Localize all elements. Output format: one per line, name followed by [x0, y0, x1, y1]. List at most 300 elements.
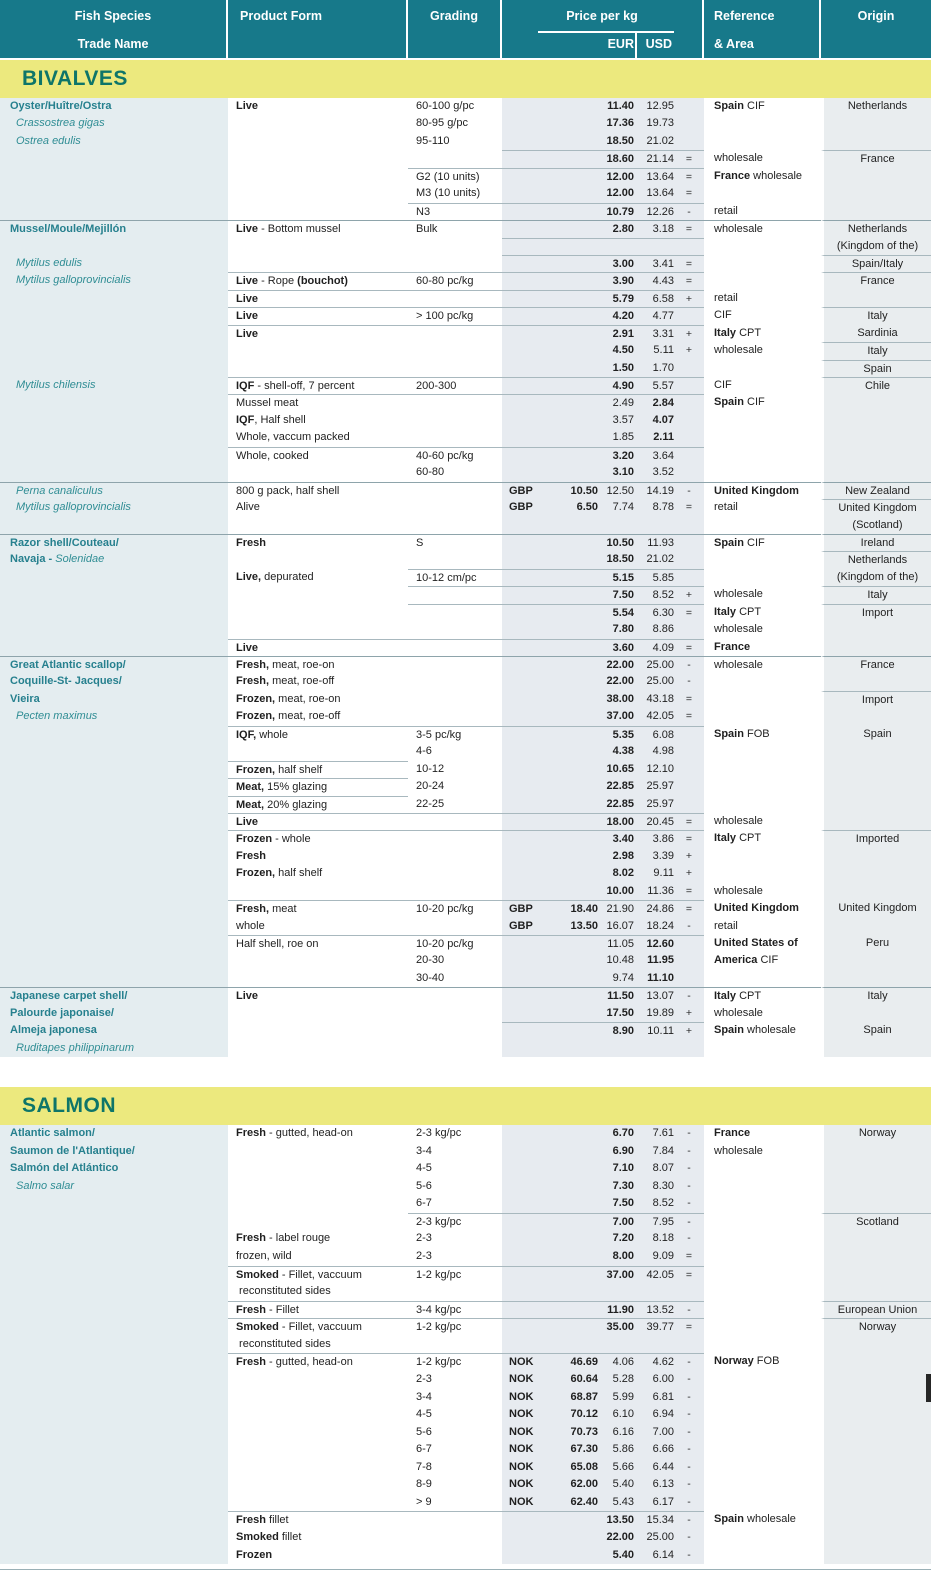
grading-cell: 5-6 — [408, 1178, 502, 1196]
product-form-cell — [228, 272, 408, 289]
eur-value: 9.74 — [612, 971, 634, 984]
product-form-cell — [228, 604, 408, 621]
table-row — [0, 813, 931, 830]
reference-cell — [704, 604, 821, 621]
currency-value — [542, 256, 598, 272]
currency-value — [542, 326, 598, 342]
species-name: Salmo salar — [16, 1179, 75, 1192]
table-row — [0, 1230, 931, 1248]
grading-cell — [408, 482, 502, 499]
price-cell — [502, 1195, 704, 1213]
currency-code — [502, 1302, 542, 1319]
origin-cell — [821, 778, 931, 795]
currency-value — [542, 848, 598, 865]
trend-indicator: - — [687, 1531, 691, 1543]
trend-indicator — [674, 936, 704, 952]
origin-cell — [821, 464, 931, 481]
price-cell — [502, 708, 704, 725]
grading-cell — [408, 813, 502, 830]
text-segment: Italy — [714, 605, 737, 618]
currency-value — [542, 378, 598, 394]
text-segment: Frozen — [236, 833, 273, 846]
product-form-cell — [228, 1040, 408, 1057]
species-cell — [0, 1230, 228, 1248]
usd-value: 18.24 — [646, 919, 674, 932]
origin-cell — [821, 1178, 931, 1196]
table-header — [0, 0, 931, 60]
usd-value: 6.13 — [652, 1478, 674, 1491]
usd-value: 8.30 — [652, 1179, 674, 1192]
eur-value: 3.60 — [612, 641, 634, 654]
price-cell — [502, 604, 704, 621]
currency-value — [542, 115, 598, 132]
reference-cell — [704, 203, 821, 220]
origin-cell — [821, 1371, 931, 1389]
origin-cell — [821, 1511, 931, 1529]
reference-cell — [704, 796, 821, 813]
currency-code: NOK — [509, 1390, 534, 1403]
price-cell — [502, 1318, 704, 1336]
origin-cell: Italy — [821, 342, 931, 359]
usd-value: 6.00 — [652, 1372, 674, 1385]
origin-cell — [821, 848, 931, 865]
reference-cell — [704, 918, 821, 935]
trend-indicator: = — [685, 606, 693, 619]
eur-value: 4.38 — [612, 745, 634, 758]
currency-code — [502, 517, 542, 534]
text-segment: Fresh, — [236, 675, 270, 688]
grading-cell: 2-3 — [408, 1371, 502, 1389]
header-reference — [704, 0, 821, 58]
currency-value — [542, 1302, 598, 1319]
origin-cell — [821, 1283, 931, 1301]
usd-value: 6.58 — [652, 292, 674, 305]
text-segment: wholesale — [714, 1144, 763, 1157]
eur-value: 18.50 — [606, 553, 634, 566]
text-segment: Frozen, — [236, 692, 276, 705]
table-row — [0, 1143, 931, 1161]
currency-code — [502, 1319, 542, 1336]
currency-value — [542, 708, 598, 725]
origin-cell: European Union — [821, 1301, 931, 1319]
species-name: Crassostrea gigas — [16, 117, 105, 130]
text-segment: United States of — [714, 937, 798, 949]
species-cell — [0, 604, 228, 621]
eur-value: 17.36 — [606, 117, 634, 130]
reference-cell — [704, 325, 821, 342]
price-cell — [502, 1040, 704, 1057]
table-row — [0, 1301, 931, 1319]
grading-cell — [408, 1005, 502, 1022]
price-cell — [502, 499, 704, 516]
trend-indicator: - — [687, 1478, 691, 1491]
text-segment: Alive — [236, 501, 260, 514]
price-cell — [502, 1353, 704, 1371]
product-form-cell — [228, 1353, 408, 1371]
product-form-cell — [228, 1336, 408, 1354]
product-form-cell — [228, 1022, 408, 1039]
eur-value: 5.79 — [612, 292, 634, 305]
reference-cell — [704, 952, 821, 969]
reference-cell — [704, 900, 821, 917]
currency-value — [542, 535, 598, 551]
trend-indicator: = — [685, 1321, 693, 1334]
eur-value: 8.02 — [612, 867, 634, 880]
table-row — [0, 272, 931, 289]
species-cell — [0, 987, 228, 1004]
eur-value: 10.65 — [606, 762, 634, 775]
grading-cell — [408, 621, 502, 638]
currency-code — [502, 1230, 542, 1248]
species-cell — [0, 1353, 228, 1371]
text-segment: America — [714, 954, 758, 967]
text-segment: Smoked — [236, 1268, 279, 1281]
text-segment: IQF — [236, 413, 255, 426]
reference-cell — [704, 1494, 821, 1512]
product-form-cell — [228, 1195, 408, 1213]
reference-cell — [704, 1160, 821, 1178]
table-row — [0, 499, 931, 516]
table-row — [0, 115, 931, 132]
reference-cell — [704, 447, 821, 464]
origin-cell — [821, 412, 931, 429]
text-segment: depurated — [261, 570, 314, 583]
reference-cell — [704, 394, 821, 411]
reference-cell — [704, 726, 821, 743]
text-segment: - gutted, head-on — [265, 1127, 353, 1140]
usd-value: 3.39 — [652, 849, 674, 862]
currency-code — [502, 1178, 542, 1196]
eur-value: 3.57 — [612, 413, 634, 426]
origin-cell: Netherlands — [821, 220, 931, 237]
text-segment: meat, roe-on — [275, 692, 341, 705]
product-form-cell — [228, 1160, 408, 1178]
currency-value — [542, 621, 598, 638]
species-cell — [0, 168, 228, 185]
price-cell — [502, 796, 704, 813]
text-segment: Fresh — [236, 1303, 266, 1316]
species-cell — [0, 673, 228, 690]
product-form-cell — [228, 360, 408, 377]
reference-cell — [704, 499, 821, 516]
currency-code — [502, 308, 542, 324]
eur-value: 8.00 — [612, 1250, 634, 1262]
table-row — [0, 987, 931, 1004]
origin-cell — [821, 1336, 931, 1354]
trend-indicator: + — [685, 327, 693, 340]
eur-value: 37.00 — [606, 1268, 634, 1281]
grading-cell — [408, 1547, 502, 1565]
usd-value: 11.95 — [647, 954, 674, 967]
currency-value — [542, 1512, 598, 1529]
product-form-cell — [228, 1547, 408, 1565]
currency-code — [502, 1267, 542, 1284]
currency-code — [502, 831, 542, 847]
currency-code — [502, 239, 542, 255]
eur-value: 11.90 — [607, 1303, 634, 1316]
grading-cell: 60-80 pc/kg — [408, 272, 502, 289]
grading-cell: 4-5 — [408, 1406, 502, 1424]
currency-code: GBP — [509, 501, 533, 514]
product-form-cell — [228, 1266, 408, 1284]
currency-code — [502, 1547, 542, 1565]
trend-indicator — [674, 761, 704, 778]
currency-value — [542, 1143, 598, 1161]
table-row — [0, 447, 931, 464]
origin-cell: Italy — [821, 307, 931, 324]
currency-value — [542, 883, 598, 900]
origin-cell — [821, 290, 931, 307]
grading-cell: 6-7 — [408, 1441, 502, 1459]
currency-code — [502, 796, 542, 813]
origin-cell — [821, 639, 931, 656]
grading-cell — [408, 987, 502, 1004]
price-cell — [502, 1160, 704, 1178]
table-row — [0, 1022, 931, 1039]
table-row — [0, 325, 931, 342]
trend-indicator: + — [685, 1025, 693, 1038]
eur-value: 18.50 — [606, 134, 634, 147]
currency-value: 13.50 — [570, 919, 598, 932]
species-cell — [0, 185, 228, 202]
trend-indicator — [674, 727, 704, 743]
grading-cell — [408, 586, 502, 603]
usd-value: 11.93 — [647, 536, 674, 549]
origin-cell — [821, 115, 931, 132]
product-form-cell — [228, 290, 408, 307]
reference-cell — [704, 255, 821, 272]
grading-cell: 30-40 — [408, 970, 502, 987]
origin-cell: France — [821, 272, 931, 289]
currency-value: 70.73 — [570, 1425, 598, 1438]
usd-value: 2.11 — [653, 431, 674, 444]
currency-code: NOK — [509, 1425, 534, 1438]
price-cell — [502, 482, 704, 499]
currency-code — [502, 691, 542, 708]
product-form-cell — [228, 133, 408, 150]
text-segment: fillet — [278, 1531, 302, 1543]
trend-indicator: - — [687, 1390, 691, 1403]
product-form-cell — [228, 1283, 408, 1301]
table-row — [0, 1213, 931, 1231]
usd-value: 21.02 — [646, 553, 674, 566]
usd-value: 14.19 — [646, 484, 674, 497]
usd-value: 7.00 — [652, 1425, 674, 1438]
reference-cell — [704, 935, 821, 952]
text-segment: wholesale — [714, 623, 763, 636]
grading-cell: 8-9 — [408, 1476, 502, 1494]
grading-cell: 4-5 — [408, 1160, 502, 1178]
grading-cell: 10-12 — [408, 761, 502, 778]
price-cell — [502, 586, 704, 603]
species-cell — [0, 534, 228, 551]
table-row — [0, 220, 931, 237]
price-cell — [502, 290, 704, 307]
origin-cell — [821, 1005, 931, 1022]
grading-cell — [408, 691, 502, 708]
eur-value: 17.50 — [606, 1006, 634, 1019]
grading-cell — [408, 360, 502, 377]
eur-value: 1.50 — [612, 361, 634, 374]
section-rows — [0, 1125, 931, 1564]
table-row — [0, 185, 931, 202]
eur-value: 18.00 — [606, 815, 634, 828]
eur-value — [598, 1336, 634, 1354]
price-cell — [502, 342, 704, 359]
table-row — [0, 1318, 931, 1336]
reference-cell — [704, 272, 821, 289]
usd-value: 8.52 — [652, 589, 674, 602]
price-cell — [502, 621, 704, 638]
reference-cell — [704, 883, 821, 900]
table-row — [0, 673, 931, 690]
currency-code — [502, 133, 542, 150]
origin-cell: Netherlands — [821, 551, 931, 568]
eur-value: 2.80 — [612, 223, 634, 236]
product-form-cell — [228, 1301, 408, 1319]
usd-value: 11.36 — [647, 884, 674, 897]
eur-value: 4.06 — [612, 1356, 634, 1369]
table-row — [0, 656, 931, 673]
grading-cell: 3-5 pc/kg — [408, 726, 502, 743]
product-form-cell — [228, 1318, 408, 1336]
usd-value: 25.97 — [646, 780, 674, 793]
reference-cell — [704, 1441, 821, 1459]
price-cell — [502, 1476, 704, 1494]
usd-value: 10.11 — [647, 1025, 674, 1038]
text-segment: Frozen, — [236, 710, 276, 723]
text-segment: - gutted, head-on — [265, 1356, 353, 1369]
text-segment: - Bottom mussel — [258, 223, 341, 236]
species-cell — [0, 133, 228, 150]
eur-value: 6.90 — [612, 1144, 634, 1157]
species-cell — [0, 778, 228, 795]
table-row — [0, 708, 931, 725]
grading-cell — [408, 673, 502, 690]
origin-cell — [821, 1406, 931, 1424]
grading-cell: 3-4 — [408, 1143, 502, 1161]
text-segment: wholesale — [714, 223, 763, 236]
currency-code — [502, 570, 542, 586]
usd-value: 4.09 — [652, 641, 674, 654]
currency-value — [542, 640, 598, 656]
species-cell — [0, 307, 228, 324]
trend-indicator: = — [685, 170, 693, 183]
text-segment: Spain — [714, 396, 744, 409]
table-row — [0, 1406, 931, 1424]
table-row — [0, 726, 931, 743]
product-form-cell — [228, 656, 408, 673]
eur-value: 5.86 — [612, 1443, 634, 1456]
currency-code — [502, 1529, 542, 1547]
product-form-cell — [228, 848, 408, 865]
reference-cell — [704, 1318, 821, 1336]
product-form-cell — [228, 551, 408, 568]
text-segment: Fresh — [236, 536, 266, 549]
grading-cell: 95-110 — [408, 133, 502, 150]
reference-cell — [704, 865, 821, 882]
reference-cell — [704, 1459, 821, 1477]
scrollbar-thumb[interactable] — [926, 1374, 931, 1402]
text-segment: wholesale — [714, 884, 763, 897]
reference-cell — [704, 220, 821, 237]
text-segment: United Kingdom — [714, 902, 799, 915]
reference-cell — [704, 708, 821, 725]
reference-cell — [704, 517, 821, 534]
price-cell — [502, 865, 704, 882]
trend-indicator: = — [685, 833, 693, 846]
currency-value — [542, 952, 598, 969]
price-cell — [502, 534, 704, 551]
trend-indicator: - — [687, 1144, 691, 1157]
currency-value — [542, 1214, 598, 1231]
table-row — [0, 918, 931, 935]
usd-value: 43.18 — [646, 692, 674, 705]
reference-cell — [704, 970, 821, 987]
reference-cell — [704, 848, 821, 865]
eur-value: 5.66 — [612, 1460, 634, 1473]
currency-value — [542, 360, 598, 377]
species-cell — [0, 342, 228, 359]
product-form-cell — [228, 1389, 408, 1407]
grading-cell: N3 — [408, 203, 502, 220]
origin-cell — [821, 185, 931, 202]
price-cell — [502, 377, 704, 394]
grading-cell: 40-60 pc/kg — [408, 447, 502, 464]
section-gap — [0, 1057, 931, 1087]
price-cell — [502, 1441, 704, 1459]
eur-value: 7.10 — [612, 1162, 634, 1175]
species-name: Vieira — [10, 692, 40, 705]
usd-value — [634, 517, 674, 534]
grading-cell — [408, 604, 502, 621]
grading-cell — [408, 238, 502, 255]
price-cell — [502, 1230, 704, 1248]
product-form-cell — [228, 1494, 408, 1512]
text-segment: Spain — [714, 1513, 744, 1526]
reference-cell — [704, 412, 821, 429]
origin-cell — [821, 1476, 931, 1494]
product-form-cell — [228, 708, 408, 725]
origin-cell: Spain — [821, 360, 931, 377]
text-segment: wholesale — [714, 344, 763, 357]
usd-value: 6.30 — [652, 606, 674, 619]
reference-cell — [704, 1476, 821, 1494]
origin-cell — [821, 1195, 931, 1213]
origin-cell — [821, 394, 931, 411]
eur-value — [598, 1040, 634, 1057]
reference-cell — [704, 238, 821, 255]
origin-cell: Norway — [821, 1318, 931, 1336]
usd-value: 25.00 — [646, 675, 674, 688]
trend-indicator: = — [685, 815, 693, 828]
origin-cell — [821, 1389, 931, 1407]
reference-cell — [704, 1529, 821, 1547]
grading-cell: 10-20 pc/kg — [408, 900, 502, 917]
species-name: Mytilus chilensis — [16, 379, 96, 391]
species-cell — [0, 551, 228, 568]
reference-cell — [704, 987, 821, 1004]
currency-value — [542, 273, 598, 289]
product-form-cell — [228, 534, 408, 551]
eur-value: 3.10 — [612, 466, 634, 479]
species-cell — [0, 726, 228, 743]
currency-value — [542, 1230, 598, 1248]
product-form-cell — [228, 865, 408, 882]
price-cell — [502, 656, 704, 673]
reference-cell — [704, 1371, 821, 1389]
species-name: Ostrea edulis — [16, 134, 81, 147]
